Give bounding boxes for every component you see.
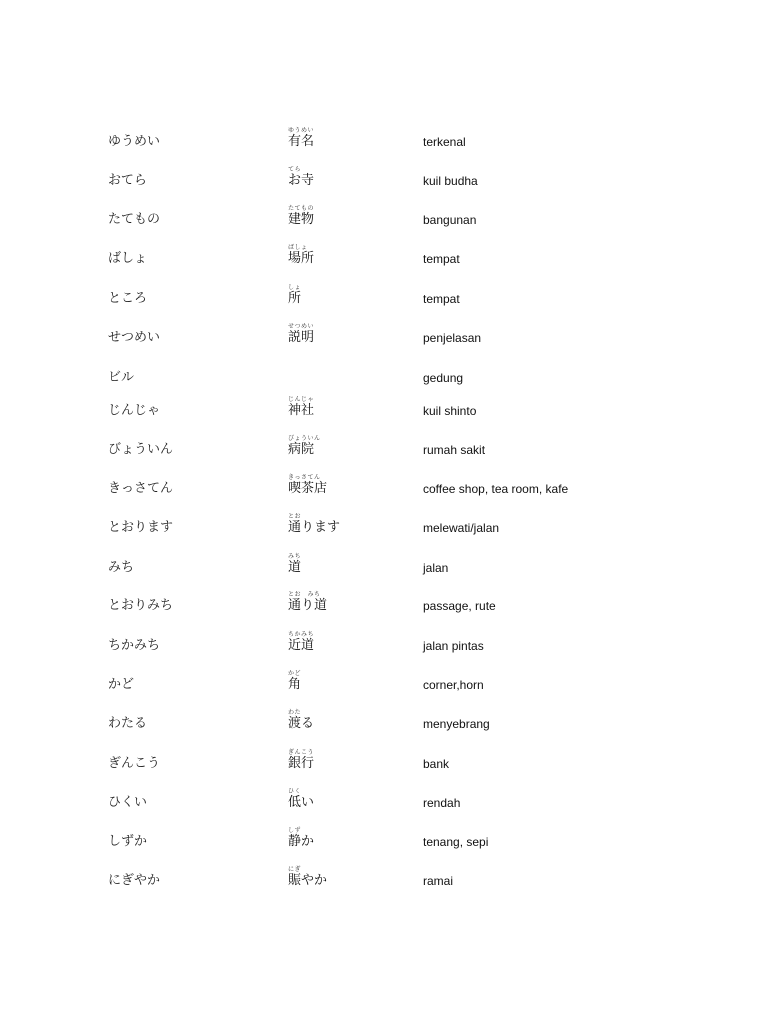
kana-reading: びょういん: [108, 442, 174, 457]
vocab-row: [0, 237, 768, 267]
kanji-with-furigana: [288, 323, 314, 346]
kana-reading: ビル: [108, 370, 135, 385]
meaning-indonesian: rumah sakit: [423, 443, 486, 457]
vocab-row: [0, 467, 768, 497]
kanji-word: 神社: [288, 403, 315, 418]
kanji-word: 通ります: [288, 520, 341, 535]
meaning-indonesian: passage, rute: [423, 599, 496, 613]
kana-reading: おてら: [108, 173, 147, 188]
meaning-indonesian: bank: [423, 757, 450, 771]
kanji-with-furigana: [288, 513, 340, 536]
kana-reading: じんじゃ: [108, 403, 161, 418]
kanji-with-furigana: [288, 244, 314, 267]
furigana: てら: [288, 166, 302, 173]
kanji-word: 説明: [288, 330, 315, 345]
vocab-row: [0, 624, 768, 654]
meaning-indonesian: gedung: [423, 371, 464, 385]
furigana: とお: [288, 513, 302, 520]
furigana: せつめい: [288, 323, 315, 330]
furigana: ひく: [288, 788, 302, 795]
vocab-row: [0, 742, 768, 772]
vocab-row: [0, 277, 768, 307]
kana-reading: かど: [108, 677, 135, 692]
kanji-word: 喫茶店: [288, 481, 328, 496]
kanji-with-furigana: [288, 670, 301, 693]
meaning-indonesian: melewati/jalan: [423, 521, 500, 535]
kana-reading: ぎんこう: [108, 756, 161, 771]
kana-reading: たてもの: [108, 212, 161, 227]
kanji-word: 有名: [288, 134, 315, 149]
furigana: とお みち: [288, 591, 321, 598]
furigana: かど: [288, 670, 302, 677]
kana-reading: とおります: [108, 520, 174, 535]
vocab-row: [0, 159, 768, 189]
furigana: みち: [288, 553, 302, 560]
meaning-indonesian: tempat: [423, 292, 460, 306]
kanji-with-furigana: [288, 631, 314, 654]
furigana: にぎ: [288, 866, 302, 873]
kanji-word: 病院: [288, 442, 315, 457]
vocab-row: [0, 198, 768, 228]
kanji-word: 低い: [288, 795, 315, 810]
furigana: しょ: [288, 284, 302, 291]
furigana: ぎんこう: [288, 749, 315, 756]
kanji-with-furigana: [288, 284, 301, 307]
furigana: たてもの: [288, 205, 315, 212]
furigana: わた: [288, 709, 302, 716]
meaning-indonesian: coffee shop, tea room, kafe: [423, 482, 569, 496]
kanji-word: 所: [288, 291, 302, 306]
meaning-indonesian: tenang, sepi: [423, 835, 489, 849]
kana-reading: わたる: [108, 716, 148, 731]
kanji-word: 建物: [288, 212, 315, 227]
kana-reading: みち: [108, 560, 135, 575]
kanji-word: 賑やか: [288, 873, 328, 888]
kanji-with-furigana: [288, 709, 314, 732]
kanji-with-furigana: [288, 474, 327, 497]
kanji-word: 渡る: [288, 716, 315, 731]
kanji-with-furigana: [288, 553, 301, 576]
meaning-indonesian: penjelasan: [423, 331, 482, 345]
vocab-row: [0, 389, 768, 419]
kanji-word: お寺: [288, 173, 315, 188]
kanji-word: 通り道: [288, 598, 328, 613]
vocab-row: [0, 859, 768, 889]
meaning-indonesian: bangunan: [423, 213, 477, 227]
furigana: きっさてん: [288, 474, 321, 481]
kanji-with-furigana: [288, 205, 314, 228]
kana-reading: ちかみち: [108, 638, 161, 653]
kanji-with-furigana: [288, 435, 321, 458]
vocab-row: [0, 820, 768, 850]
furigana: ばしょ: [288, 244, 308, 251]
kana-reading: ひくい: [108, 795, 148, 810]
vocab-row: [0, 356, 768, 386]
meaning-indonesian: rendah: [423, 796, 461, 810]
meaning-indonesian: tempat: [423, 252, 460, 266]
vocab-row: [0, 781, 768, 811]
meaning-indonesian: jalan pintas: [423, 639, 484, 653]
kana-reading: とおりみち: [108, 598, 174, 613]
furigana: ゆうめい: [288, 127, 315, 134]
kana-reading: せつめい: [108, 330, 161, 345]
kanji-with-furigana: [288, 866, 327, 889]
kanji-word: 場所: [288, 251, 315, 266]
furigana: びょういん: [288, 435, 321, 442]
kanji-with-furigana: [288, 166, 314, 189]
meaning-indonesian: jalan: [423, 561, 449, 575]
furigana: しず: [288, 827, 302, 834]
kanji-with-furigana: [288, 749, 314, 772]
vocab-row: [0, 428, 768, 458]
kana-reading: ゆうめい: [108, 134, 161, 149]
kanji-word: 静か: [288, 834, 315, 849]
vocab-row: [0, 506, 768, 536]
kanji-word: 道: [288, 560, 302, 575]
meaning-indonesian: terkenal: [423, 135, 466, 149]
vocab-row: [0, 546, 768, 576]
kanji-word: 角: [288, 677, 302, 692]
vocab-row: [0, 584, 768, 614]
meaning-indonesian: menyebrang: [423, 717, 490, 731]
kana-reading: ばしょ: [108, 251, 148, 266]
furigana: じんじゃ: [288, 396, 315, 403]
vocab-row: [0, 316, 768, 346]
kanji-word: 銀行: [288, 756, 315, 771]
meaning-indonesian: ramai: [423, 874, 454, 888]
kanji-with-furigana: [288, 127, 314, 150]
vocab-row: [0, 702, 768, 732]
kana-reading: きっさてん: [108, 481, 174, 496]
kana-reading: ところ: [108, 291, 148, 306]
vocab-row: [0, 120, 768, 150]
kana-reading: しずか: [108, 834, 148, 849]
furigana: ちかみち: [288, 631, 315, 638]
vocab-row: [0, 663, 768, 693]
kanji-with-furigana: [288, 396, 314, 419]
kana-reading: にぎやか: [108, 873, 161, 888]
meaning-indonesian: kuil budha: [423, 174, 478, 188]
kanji-with-furigana: [288, 591, 327, 614]
kanji-with-furigana: [288, 788, 314, 811]
kanji-word: 近道: [288, 638, 315, 653]
kanji-with-furigana: [288, 827, 314, 850]
meaning-indonesian: kuil shinto: [423, 404, 477, 418]
meaning-indonesian: corner,horn: [423, 678, 484, 692]
